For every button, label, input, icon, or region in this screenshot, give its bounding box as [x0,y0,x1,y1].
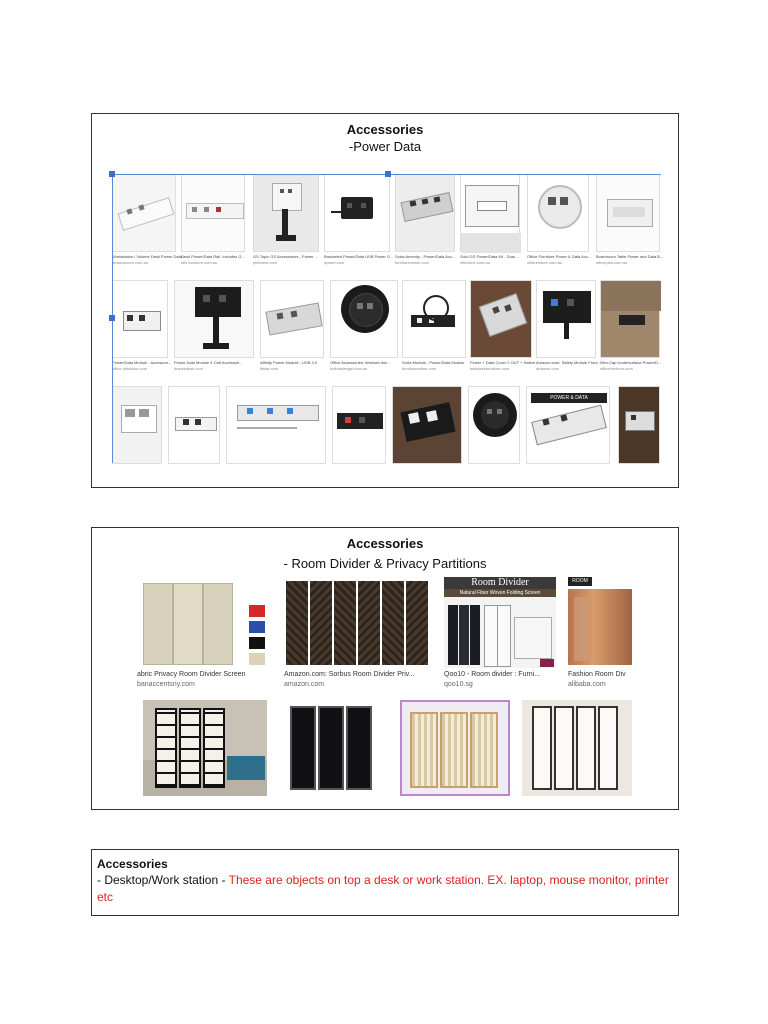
slide-description [97,872,673,906]
image-tile[interactable]: Power Data Module 4 Outl Accessori... thanksdesk.com [174,280,254,372]
image-tile[interactable]: Amazon.com: Safety Module Front... amazon.com [536,280,596,372]
resize-handle[interactable] [109,315,115,321]
resize-handle[interactable] [385,171,391,177]
resize-handle[interactable] [109,171,115,177]
image-tile[interactable]: Sorta Amenity - Power/Data Acc... furnitureonline.com [395,174,455,266]
divider-tile[interactable]: ROOM Fashion Room Div alibaba.com [568,577,632,691]
image-tile[interactable]: Office Furniture Power & Data Acc... ofisfurniture.com.au [527,174,589,266]
slide-title: Accessories [97,857,168,871]
divider-tile[interactable]: abric Privacy Room Divider Screen banaccentsny.com [137,577,267,691]
room-divider-subbanner: Natural Fiber Woven Folding Screen [444,589,556,597]
alibaba-logo: ROOM [568,577,592,586]
image-tile[interactable]: Office Accessories: Worksta tion... hollowdesign.com.au [330,280,398,372]
slide-subtitle: -Power Data [348,139,422,154]
image-tile[interactable]: Affinity Power Module - USB 3.0 tilstar.com [260,280,324,372]
image-tile[interactable]: Gold GS Power/Data Kit - Dual ... officeline.com.au [460,174,520,266]
divider-tile[interactable]: Amazon.com: Sorbus Room Divider Priv... amazon.com [284,577,432,691]
power-data-slide [91,113,679,488]
room-divider-slide [91,527,679,810]
image-tile[interactable]: Bracketed Power/Data USB Power G... ipower.com [324,174,390,266]
image-tile[interactable]: Slim-Cap Undersurface Power/D... officefurniture.com [600,280,660,372]
image-tile[interactable]: GS Topic GS Accessories - Power ... pinterest.com [253,174,319,266]
divider-tile[interactable] [400,700,510,796]
divider-tile[interactable] [522,700,632,796]
image-tile[interactable]: Boardroom Table Power and Data B... officeplus.com.au [596,174,660,266]
image-tile[interactable]: Sorta Module - Power/Data Module furnitureonline.com [402,280,466,372]
slide-title: Accessories [346,122,424,137]
divider-tile[interactable] [143,700,267,796]
desktop-workstation-slide [91,849,679,916]
power-data-label: POWER & DATA [531,393,607,403]
image-tile[interactable]: Power/Data Module - Accessori... office.ofistokos.com [112,280,168,372]
room-divider-banner: Room Divider [444,577,556,589]
slide-title: Accessories [346,536,424,551]
desktop-label: - Desktop/Work station - [97,873,229,887]
divider-tile[interactable] [276,700,388,796]
image-tile[interactable]: Power + Data Cover 2 OUT + Switch webdeskfurniture.com [470,280,532,372]
image-tile[interactable]: Desk Power/Data Rail, Includes G... ofis furniture.com.au [181,174,245,266]
divider-tile[interactable]: Room Divider Natural Fiber Woven Folding Screen Qoo10 - Room divider : Furni... qoo10.sg [444,577,556,691]
selection-frame [112,174,661,463]
slide-subtitle: - Room Divider & Privacy Partitions [283,556,487,571]
desktop-description-red: These are objects on top a desk or work station. EX. laptop, mouse monitor, printer etc [97,873,669,904]
image-tile[interactable]: Workstation / Volume Desk Power Data ... amazoncom.com.au [112,174,176,266]
